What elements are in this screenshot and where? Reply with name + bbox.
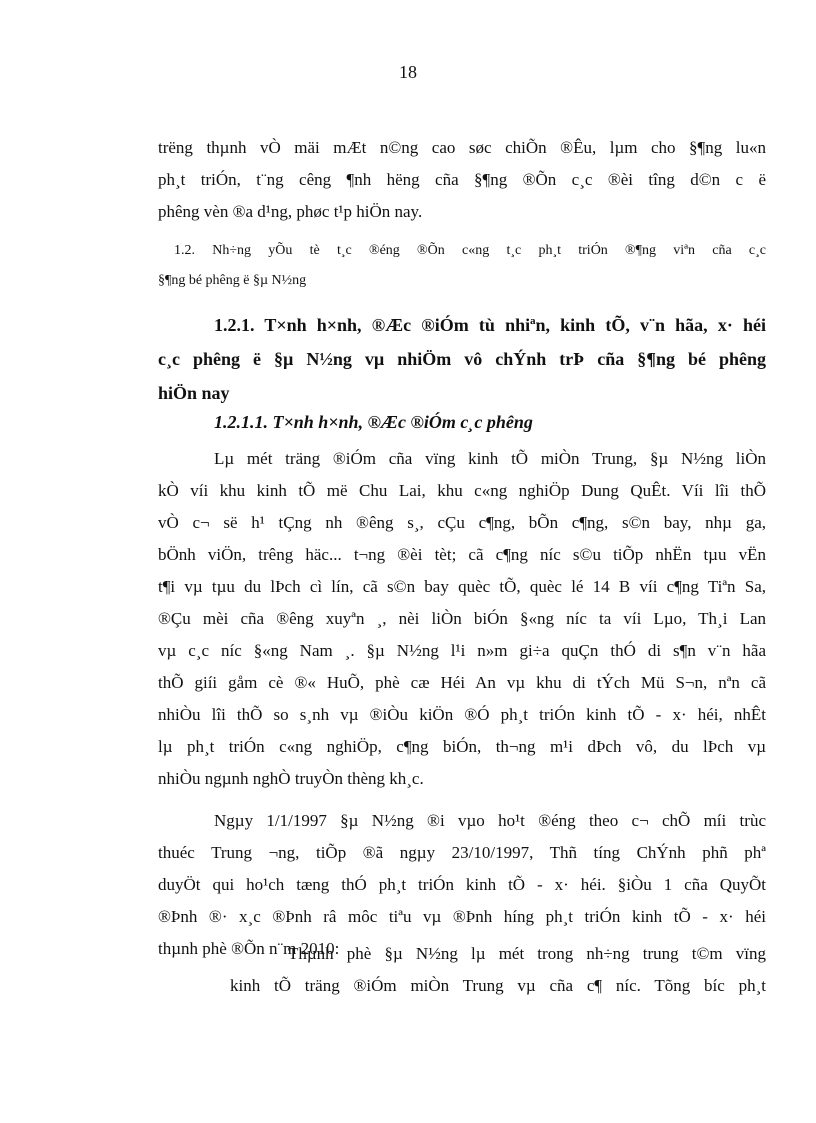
section-heading-1-2-1-1 bbox=[158, 405, 766, 439]
text-line: ®Çu mèi cña ®êng xuyªn ¸, nèi liÒn biÓn §«ng níc ta víi Lµo, Th¸i Lan bbox=[158, 609, 766, 628]
quote-line: kinh tÕ träng ®iÓm miÒn Trung vµ cña c¶ níc. Tõng bíc ph¸t bbox=[230, 976, 766, 995]
text-line: Ngµy 1/1/1997 §µ N½ng ®i vµo ho¹t ®éng theo c¬ chÕ míi trùc bbox=[214, 811, 766, 830]
text-line: thÕ giíi gåm cè ®« HuÕ, phè cæ Héi An vµ khu di tÝch Mü S¬n, nªn cã bbox=[158, 673, 766, 692]
text-line: thµnh phè ®Õn n¨m 2010: bbox=[158, 939, 340, 958]
text-line: t¶i vµ tµu du lÞch cì lín, cã s©n bay quèc tÕ, quèc lé 14 B víi c¶ng Tiªn Sa, bbox=[158, 577, 766, 596]
section-heading-1-2 bbox=[158, 236, 766, 296]
text-line: nhiÒu ngµnh nghÒ truyÒn thèng kh¸c. bbox=[158, 769, 424, 788]
text-line: phêng vèn ®a d¹ng, phøc t¹p hiÖn nay. bbox=[158, 202, 423, 221]
text-line: bÖnh viÖn, trêng häc... t¬ng ®èi tèt; cã c¶ng níc s©u tiÕp nhËn tµu vËn bbox=[158, 545, 766, 564]
paragraph-location bbox=[158, 443, 766, 795]
text-line: ph¸t triÓn, t¨ng cêng ¶nh hëng cña §¶ng ®Õn c¸c ®èi tîng d©n c ë bbox=[158, 170, 766, 189]
text-line: lµ ph¸t triÓn c«ng nghiÖp, c¶ng biÓn, th¬ng m¹i dÞch vô, du lÞch vµ bbox=[158, 737, 766, 756]
text-line: vµ c¸c níc §«ng Nam ¸. §µ N½ng l¹i n»m gi÷a quÇn thÓ di s¶n v¨n hãa bbox=[158, 641, 766, 660]
page-number: 18 bbox=[399, 62, 417, 82]
quote-line: Thµnh phè §µ N½ng lµ mét trong nh÷ng trung t©m vïng bbox=[288, 944, 766, 963]
text-line: nhiÒu lîi thÕ so s¸nh vµ ®iÒu kiÖn ®Ó ph¸t triÓn kinh tÕ - x· héi, nhÊt bbox=[158, 705, 766, 724]
heading-line: hiÖn nay bbox=[158, 383, 230, 403]
paragraph-intro bbox=[158, 132, 766, 228]
heading-line: §¶ng bé phêng ë §µ N½ng bbox=[158, 273, 307, 288]
text-line: vÒ c¬ së h¹ tÇng nh ®êng s¸, cÇu c¶ng, bÕn c¶ng, s©n bay, nhµ ga, bbox=[158, 513, 766, 532]
text-line: kÒ víi khu kinh tÕ më Chu Lai, khu c«ng nghiÖp Dung QuÊt. Víi lîi thÕ bbox=[158, 481, 766, 500]
text-line: thuéc Trung ¬ng, tiÕp ®ã ngµy 23/10/1997, Thñ tíng ChÝnh phñ phª bbox=[158, 843, 766, 862]
heading-line: 1.2.1. T×nh h×nh, ®Æc ®iÓm tù nhiªn, kinh tÕ, v¨n hãa, x· héi bbox=[214, 315, 766, 335]
heading-line: c¸c phêng ë §µ N½ng vµ nhiÖm vô chÝnh trÞ cña §¶ng bé phêng bbox=[158, 349, 766, 369]
text-line: trëng thµnh vÒ mäi mÆt n©ng cao søc chiÕn ®Êu, lµm cho §¶ng lu«n bbox=[158, 138, 766, 157]
section-heading-1-2-1 bbox=[158, 308, 766, 410]
text-line: ®Þnh ®· x¸c ®Þnh râ môc tiªu vµ ®Þnh híng ph¸t triÓn kinh tÕ - x· héi bbox=[158, 907, 766, 926]
heading-line: 1.2.1.1. T×nh h×nh, ®Æc ®iÓm c¸c phêng bbox=[214, 412, 533, 432]
heading-line: 1.2. Nh÷ng yÕu tè t¸c ®éng ®Õn c«ng t¸c ph¸t triÓn ®¶ng viªn cña c¸c bbox=[174, 243, 766, 258]
text-line: duyÖt qui ho¹ch tæng thÓ ph¸t triÓn kinh tÕ - x· héi. §iÒu 1 cña QuyÕt bbox=[158, 875, 766, 894]
block-quote bbox=[230, 938, 766, 1002]
text-line: Lµ mét träng ®iÓm cña vïng kinh tÕ miÒn Trung, §µ N½ng liÒn bbox=[214, 449, 766, 468]
